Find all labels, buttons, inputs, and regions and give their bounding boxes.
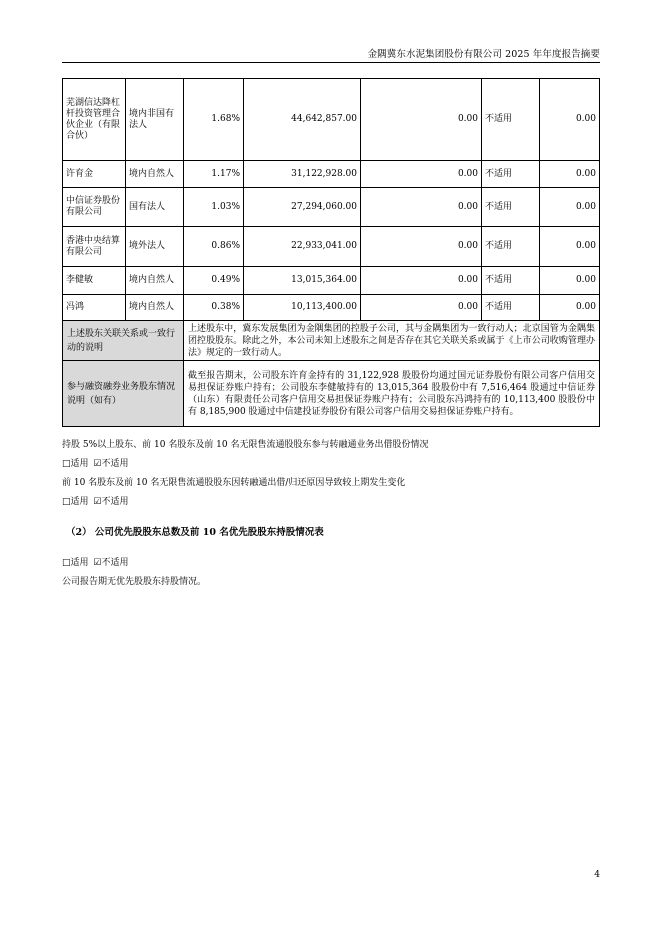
holding-ratio: 1.03% (184, 188, 244, 227)
restricted-shares: 0.00 (361, 188, 482, 227)
shares-held: 10,113,400.00 (244, 295, 361, 321)
change-checkbox-line (62, 494, 130, 507)
pledge-quantity: 0.00 (540, 295, 600, 321)
shareholder-name: 许育金 (63, 161, 126, 188)
page-number: 4 (594, 870, 600, 880)
pledge-quantity: 0.00 (540, 161, 600, 188)
shareholder-name: 香港中央结算有限公司 (63, 227, 126, 267)
shareholder-type: 境外法人 (126, 227, 184, 267)
applicable-checkbox: □适用 (62, 497, 89, 507)
not-applicable-checkbox: ☑不适用 (93, 497, 129, 507)
not-applicable-checkbox: ☑不适用 (93, 558, 129, 568)
preferred-checkbox-line (62, 555, 130, 568)
restricted-shares: 0.00 (361, 227, 482, 267)
pledge-status: 不适用 (482, 227, 540, 267)
margin-trading-label: 参与融资融券业务股东情况说明（如有） (63, 361, 184, 427)
shareholder-name: 中信证券股份有限公司 (63, 188, 126, 227)
table-row (63, 188, 600, 227)
table-row (63, 79, 600, 161)
holding-ratio: 1.17% (184, 161, 244, 188)
margin-trading-row (63, 361, 600, 427)
holding-ratio: 1.68% (184, 79, 244, 161)
header-divider (62, 62, 600, 63)
pledge-status: 不适用 (482, 267, 540, 295)
shares-held: 44,642,857.00 (244, 79, 361, 161)
shareholder-type: 境内自然人 (126, 161, 184, 188)
shareholder-type: 境内非国有法人 (126, 79, 184, 161)
shareholder-name: 芜湖信达降杠杆投资管理合伙企业（有限合伙） (63, 79, 126, 161)
pledge-quantity: 0.00 (540, 79, 600, 161)
lending-checkbox-line (62, 456, 130, 469)
preferred-shareholders-heading: （2） 公司优先股股东总数及前 10 名优先股股东持股情况表 (66, 527, 324, 538)
pledge-quantity: 0.00 (540, 227, 600, 267)
shareholder-type: 国有法人 (126, 188, 184, 227)
pledge-quantity: 0.00 (540, 267, 600, 295)
restricted-shares: 0.00 (361, 79, 482, 161)
margin-trading-text: 截至报告期末，公司股东许育金持有的 31,122,928 股股份均通过国元证券股份有限公司客户信用交易担保证券账户持有；公司股东李健敏持有的 13,015,364 股股份中有 7,516,464 股通过中信证券（山东）有限责任公司客户信用交易担保证券账户持有；公司股东冯鸿持有的 10,113,400 股股份中有 8,185,900 股通过中信建投证券股份有限公司客户信用交易担保证券账户持有。 (184, 361, 600, 427)
shares-held: 27,294,060.00 (244, 188, 361, 227)
restricted-shares: 0.00 (361, 295, 482, 321)
shareholder-type: 境内自然人 (126, 267, 184, 295)
shares-held: 13,015,364.00 (244, 267, 361, 295)
restricted-shares: 0.00 (361, 161, 482, 188)
holding-ratio: 0.38% (184, 295, 244, 321)
related-parties-text: 上述股东中，冀东发展集团为金隅集团的控股子公司，其与金隅集团为一致行动人；北京国管为金隅集团控股股东。除此之外，本公司未知上述股东之间是否存在其它关联关系或属于《上市公司收购管理办法》规定的一致行动人。 (184, 321, 600, 361)
no-preferred-text: 公司报告期无优先股股东持股情况。 (62, 577, 207, 587)
shareholder-name: 李健敏 (63, 267, 126, 295)
table-row (63, 267, 600, 295)
shares-held: 31,122,928.00 (244, 161, 361, 188)
applicable-checkbox: □适用 (62, 558, 89, 568)
report-header-title: 金隅冀东水泥集团股份有限公司 2025 年年度报告摘要 (367, 49, 600, 60)
table-row (63, 227, 600, 267)
lending-change-text: 前 10 名股东及前 10 名无限售流通股股东因转融通出借/归还原因导致较上期发生变化 (62, 478, 406, 488)
pledge-status: 不适用 (482, 188, 540, 227)
related-parties-label: 上述股东关联关系或一致行动的说明 (63, 321, 184, 361)
shareholder-table (62, 78, 600, 427)
restricted-shares: 0.00 (361, 267, 482, 295)
table-row (63, 295, 600, 321)
applicable-checkbox: □适用 (62, 459, 89, 469)
holding-ratio: 0.86% (184, 227, 244, 267)
shares-held: 22,933,041.00 (244, 227, 361, 267)
related-parties-row (63, 321, 600, 361)
pledge-status: 不适用 (482, 161, 540, 188)
pledge-status: 不适用 (482, 79, 540, 161)
not-applicable-checkbox: ☑不适用 (93, 459, 129, 469)
holding-ratio: 0.49% (184, 267, 244, 295)
pledge-quantity: 0.00 (540, 188, 600, 227)
pledge-status: 不适用 (482, 295, 540, 321)
shareholder-type: 境内自然人 (126, 295, 184, 321)
shareholder-name: 冯鸿 (63, 295, 126, 321)
lending-disclosure-text: 持股 5%以上股东、前 10 名股东及前 10 名无限售流通股股东参与转融通业务出借股份情况 (62, 440, 429, 450)
table-row (63, 161, 600, 188)
